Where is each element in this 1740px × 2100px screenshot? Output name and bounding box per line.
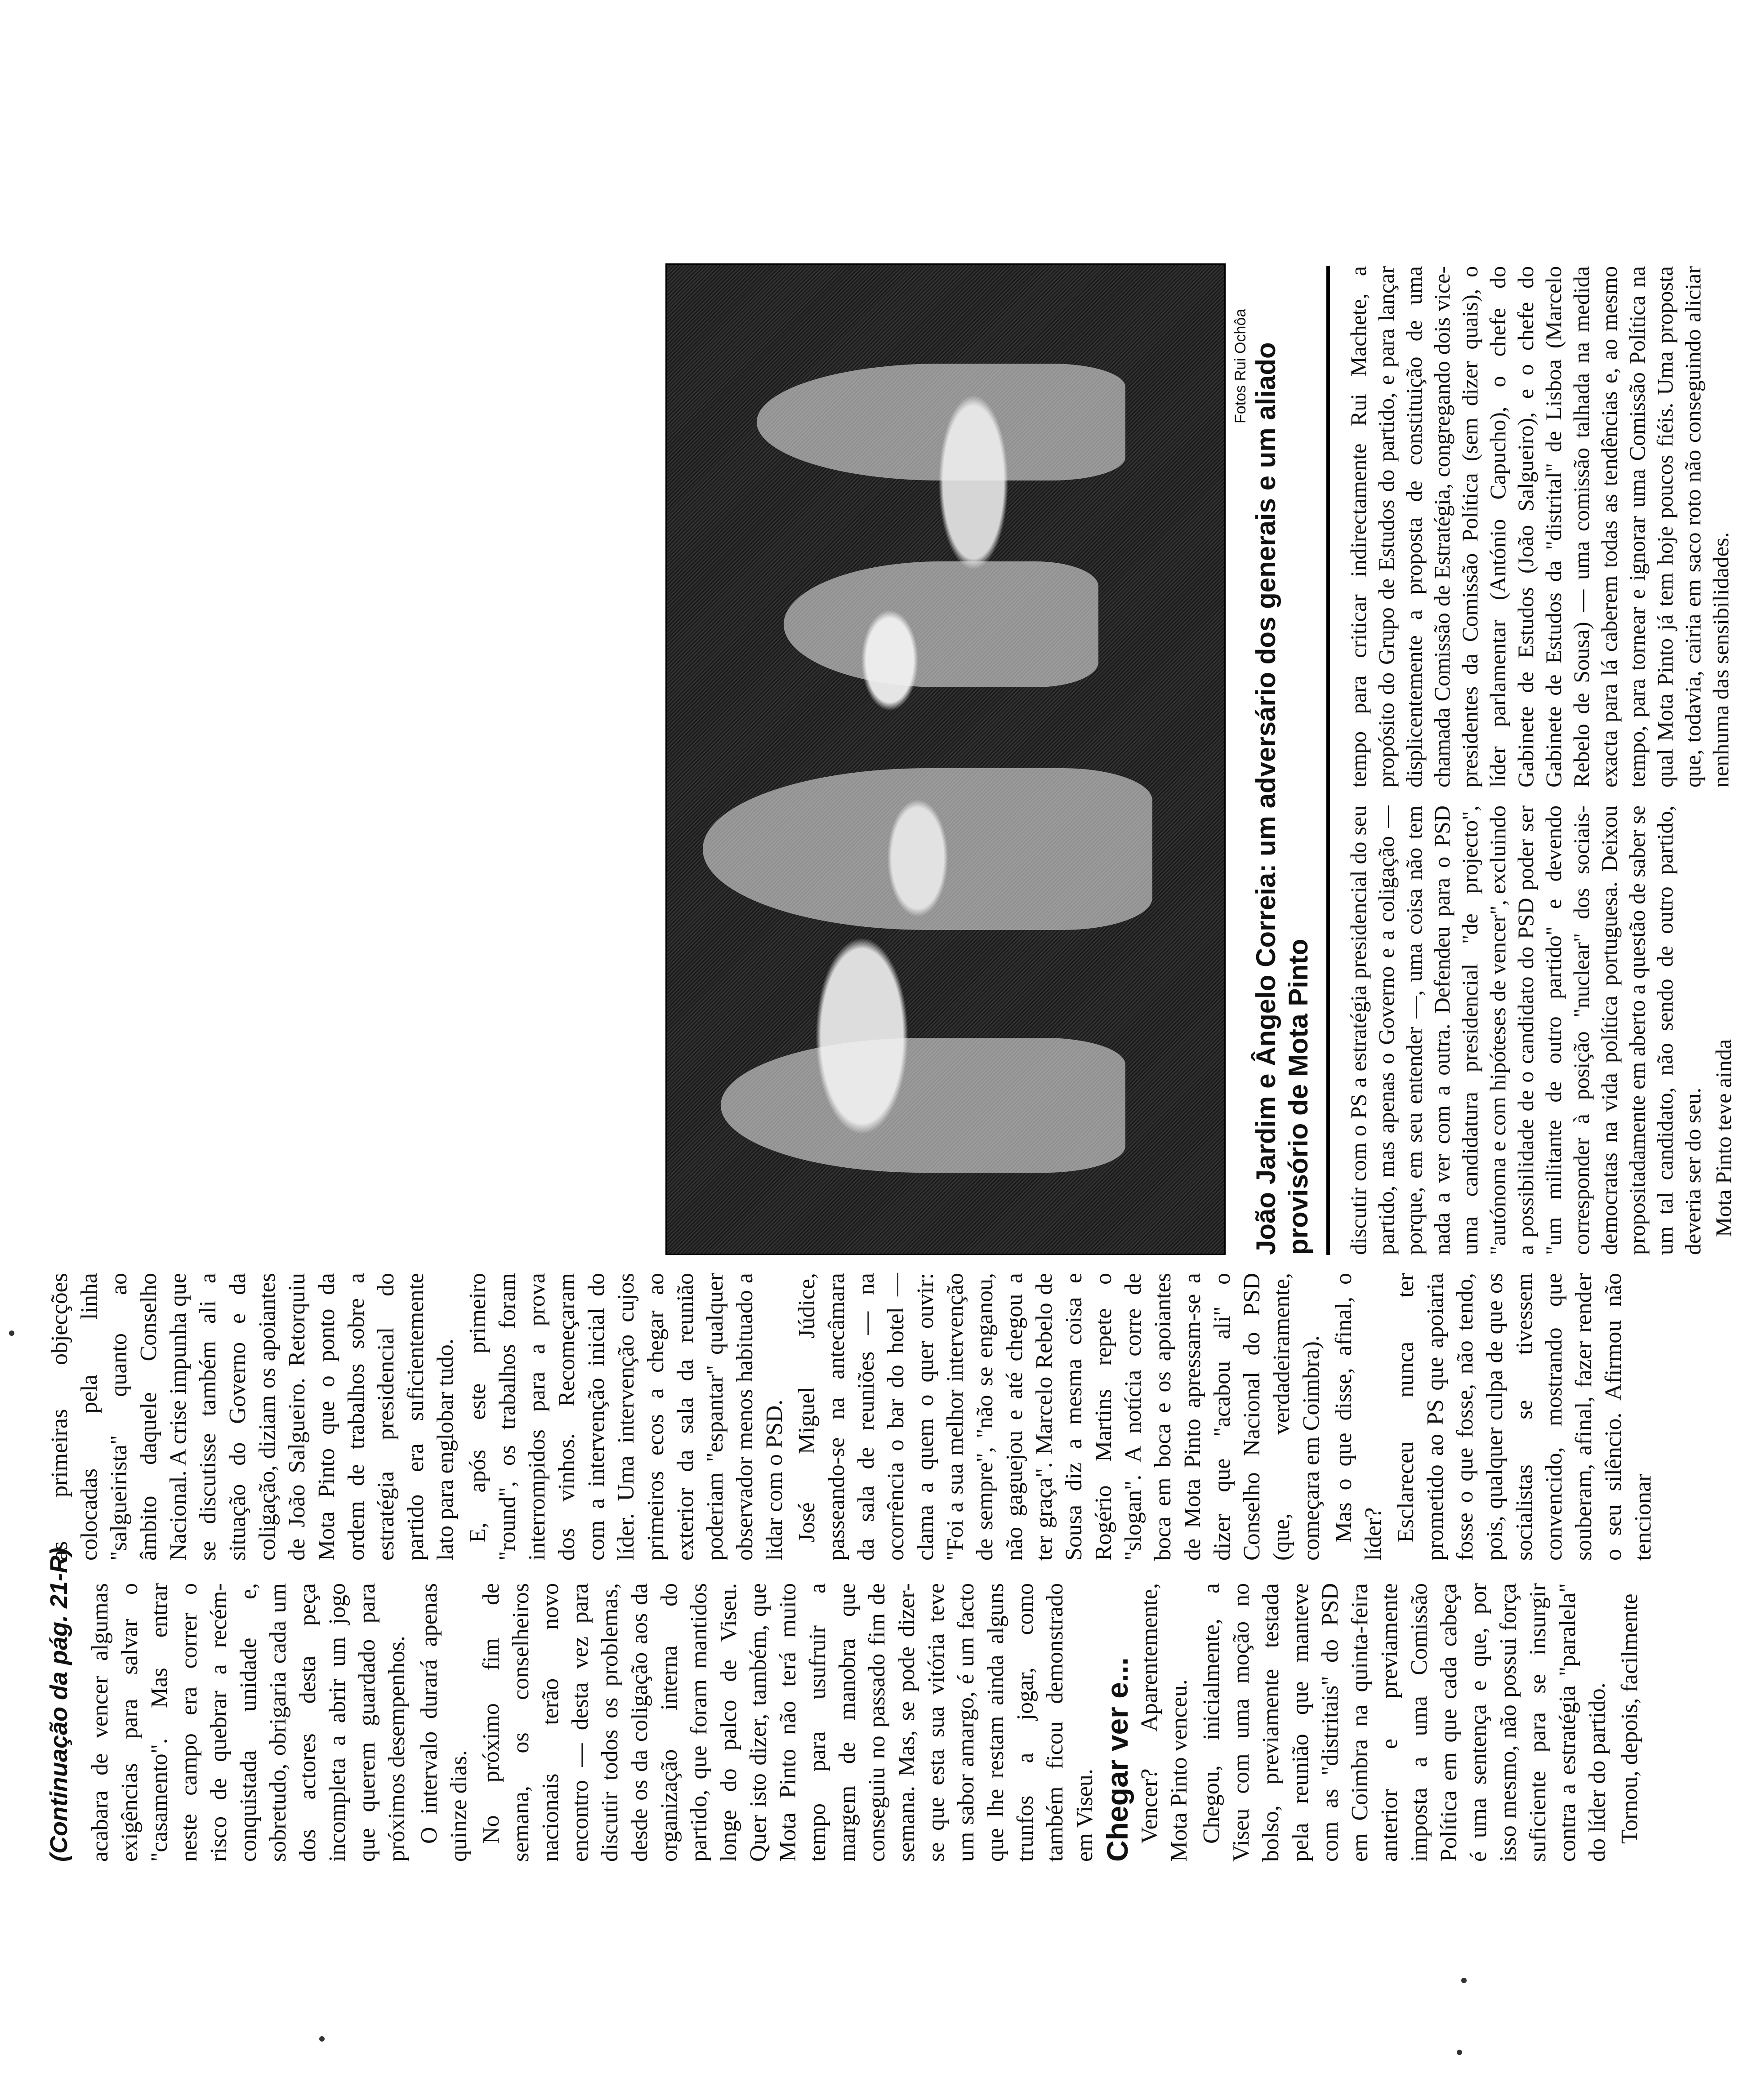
col2-paragraph: Mas o que disse, afinal, o líder? [1331,1273,1386,1561]
photo-figure [784,561,1098,687]
caption-divider [1326,266,1330,1255]
col4-paragraph: tempo para criticar indirectamente Rui Machete, a propósito do Grupo de Estudos do partido, e para lançar displicentemente a proposta de constituição de uma chamada Comissão de Estratégia, congregando dois vice-presidentes da Comissão Política (sem dizer quais), o líder parlamentar (António Capucho), o chefe do Gabinete de Estudos (João Salgueiro), e o chefe do Gabinete de Estudos da "distrital" de Lisboa (Marcelo Rebelo de Sousa) — uma comissão talhada na medida exacta para lá caberem todas as tendências e, ao mesmo tempo, para tornear e ignorar uma Comissão Política na qual Mota Pinto já tem hoje poucos fiéis. Uma proposta que, todavia, cairia em saco roto não conseguindo aliciar nenhuma das sensibilidades. [1346,266,1733,788]
scan-speck [9,1330,14,1336]
photo-figure [757,364,1125,481]
scan-speck [319,2036,325,2042]
col2-paragraph: as primeiras objecções colocadas pela linha "salgueirista" quanto ao âmbito daquele Conselho Nacional. A crise impunha que se discutisse também ali a situação do Governo e da coligação, diziam os apoiantes de João Salgueiro. Retorquiu Mota Pinto que o ponto da ordem de trabalhos sobre a estratégia presidencial do partido era suficientemente lato para englobar tudo. [47,1273,458,1561]
photo-credit: Fotos Rui Ochôa [1232,308,1249,423]
col3-paragraph: Mota Pinto teve ainda [1711,1039,1736,1237]
col1-paragraph: O intervalo durará apenas quinze dias. [416,1583,472,1862]
col2-paragraph: E, após este primeiro "round", os trabalhos foram interrompidos para a prova dos vinhos. Recomeçaram com a intervenção inicial do líder. Uma intervenção cujos primeiros ecos a chegar ao exterior da sala da reunião poderiam "espantar" qualquer observador menos habituado a lidar com o PSD. [465,1273,787,1561]
article-column-4 [1344,266,1737,788]
col3-paragraph: discutir com o PS a estratégia presidencial do seu partido, mas apenas o Governo e a coligação — porque, em seu entender —, uma coisa não tem nada a ver com a outra. Defendeu para o PSD uma candidatura presidencial "de projecto", "autónoma e com hipóteses de vencer", excluindo a possibilidade de o candidato do PSD poder ser "um militante de outro partido" e devendo corresponder à posição "nuclear" dos sociais-democratas na vida política portuguesa. Deixou propositadamente em aberto a questão de saber se um tal candidato, não sendo de outro partido, deveria ser do seu. [1346,805,1705,1255]
article-column-3 [1344,805,1740,1255]
scan-speck [1457,2050,1462,2055]
article-column-1 [85,1583,1647,1862]
news-photo [665,263,1226,1255]
photo-figure [721,1038,1125,1173]
photo-caption: João Jardim e Ângelo Correia: um adversário dos generais e um aliado provisório de Mota Pinto [1251,342,1313,1255]
col2-paragraph: Esclareceu nunca ter prometido ao PS que apoiaria fosse o que fosse, não tendo, pois, qualquer culpa de que os socialistas se tivessem convencido, mostrando que souberam, afinal, fazer render o seu silêncio. Afirmou não tencionar [1393,1273,1656,1561]
col1-paragraph: Vencer? Aparentemente, Mota Pinto venceu. [1137,1583,1192,1862]
col1-paragraph: Tornou, depois, facilmente [1617,1593,1642,1844]
col2-paragraph: José Miguel Júdice, passeando-se na antecâmara da sala de reuniões — na ocorrência o bar do hotel — clama a quem o quer ouvir: "Foi a sua melhor intervenção de sempre", "não se enganou, não gaguejou e até chegou a ter graça". Marcelo Rebelo de Sousa diz a mesma coisa e Rogério Martins repete o "slogan". A notícia corre de boca em boca e os apoiantes de Mota Pinto apressam-se a dizer que "acabou ali" o Conselho Nacional do PSD (que, verdadeiramente, começara em Coimbra). [794,1273,1324,1561]
col1-paragraph: No próximo fim de semana, os conselheiros nacionais terão novo encontro — desta vez para discutir todos os problemas, desde os da coligação aos da organização interna do partido, que foram mantidos longe do palco de Viseu. Quer isto dizer, também, que Mota Pinto não terá muito tempo para usufruir a margem de manobra que conseguiu no passado fim de semana. Mas, se pode dizer-se que esta sua vitória teve um sabor amargo, é um facto que lhe restam ainda alguns trunfos a jogar, como também ficou demonstrado em Viseu. [478,1583,1098,1862]
col1-paragraph: acabara de vencer algumas exigências para salvar o "casamento". Mas entrar neste campo era correr o risco de quebrar a recém-conquistada unidade e, sobretudo, obrigaria cada um dos actores desta peça incompleta a abrir um jogo que querem guardado para próximos desempenhos. [87,1583,410,1862]
section-subhead: Chegar ver e... [1101,1657,1134,1862]
article-column-2 [45,1273,1661,1561]
continuation-note: (Continuação da pág. 21-R) [45,1547,72,1862]
scan-speck [1461,1978,1467,1983]
col1-paragraph: Chegou, inicialmente, a Viseu com uma moção no bolso, previamente testada pela reunião que manteve com as "distritais" do PSD em Coimbra na quinta-feira anterior e previamente imposta a uma Comissão Política em que cada cabeça é uma sentença e que, por isso mesmo, não possui força suficiente para se insurgir contra a estratégia "paralela" do líder do partido. [1199,1583,1610,1862]
photo-figure [703,768,1152,930]
